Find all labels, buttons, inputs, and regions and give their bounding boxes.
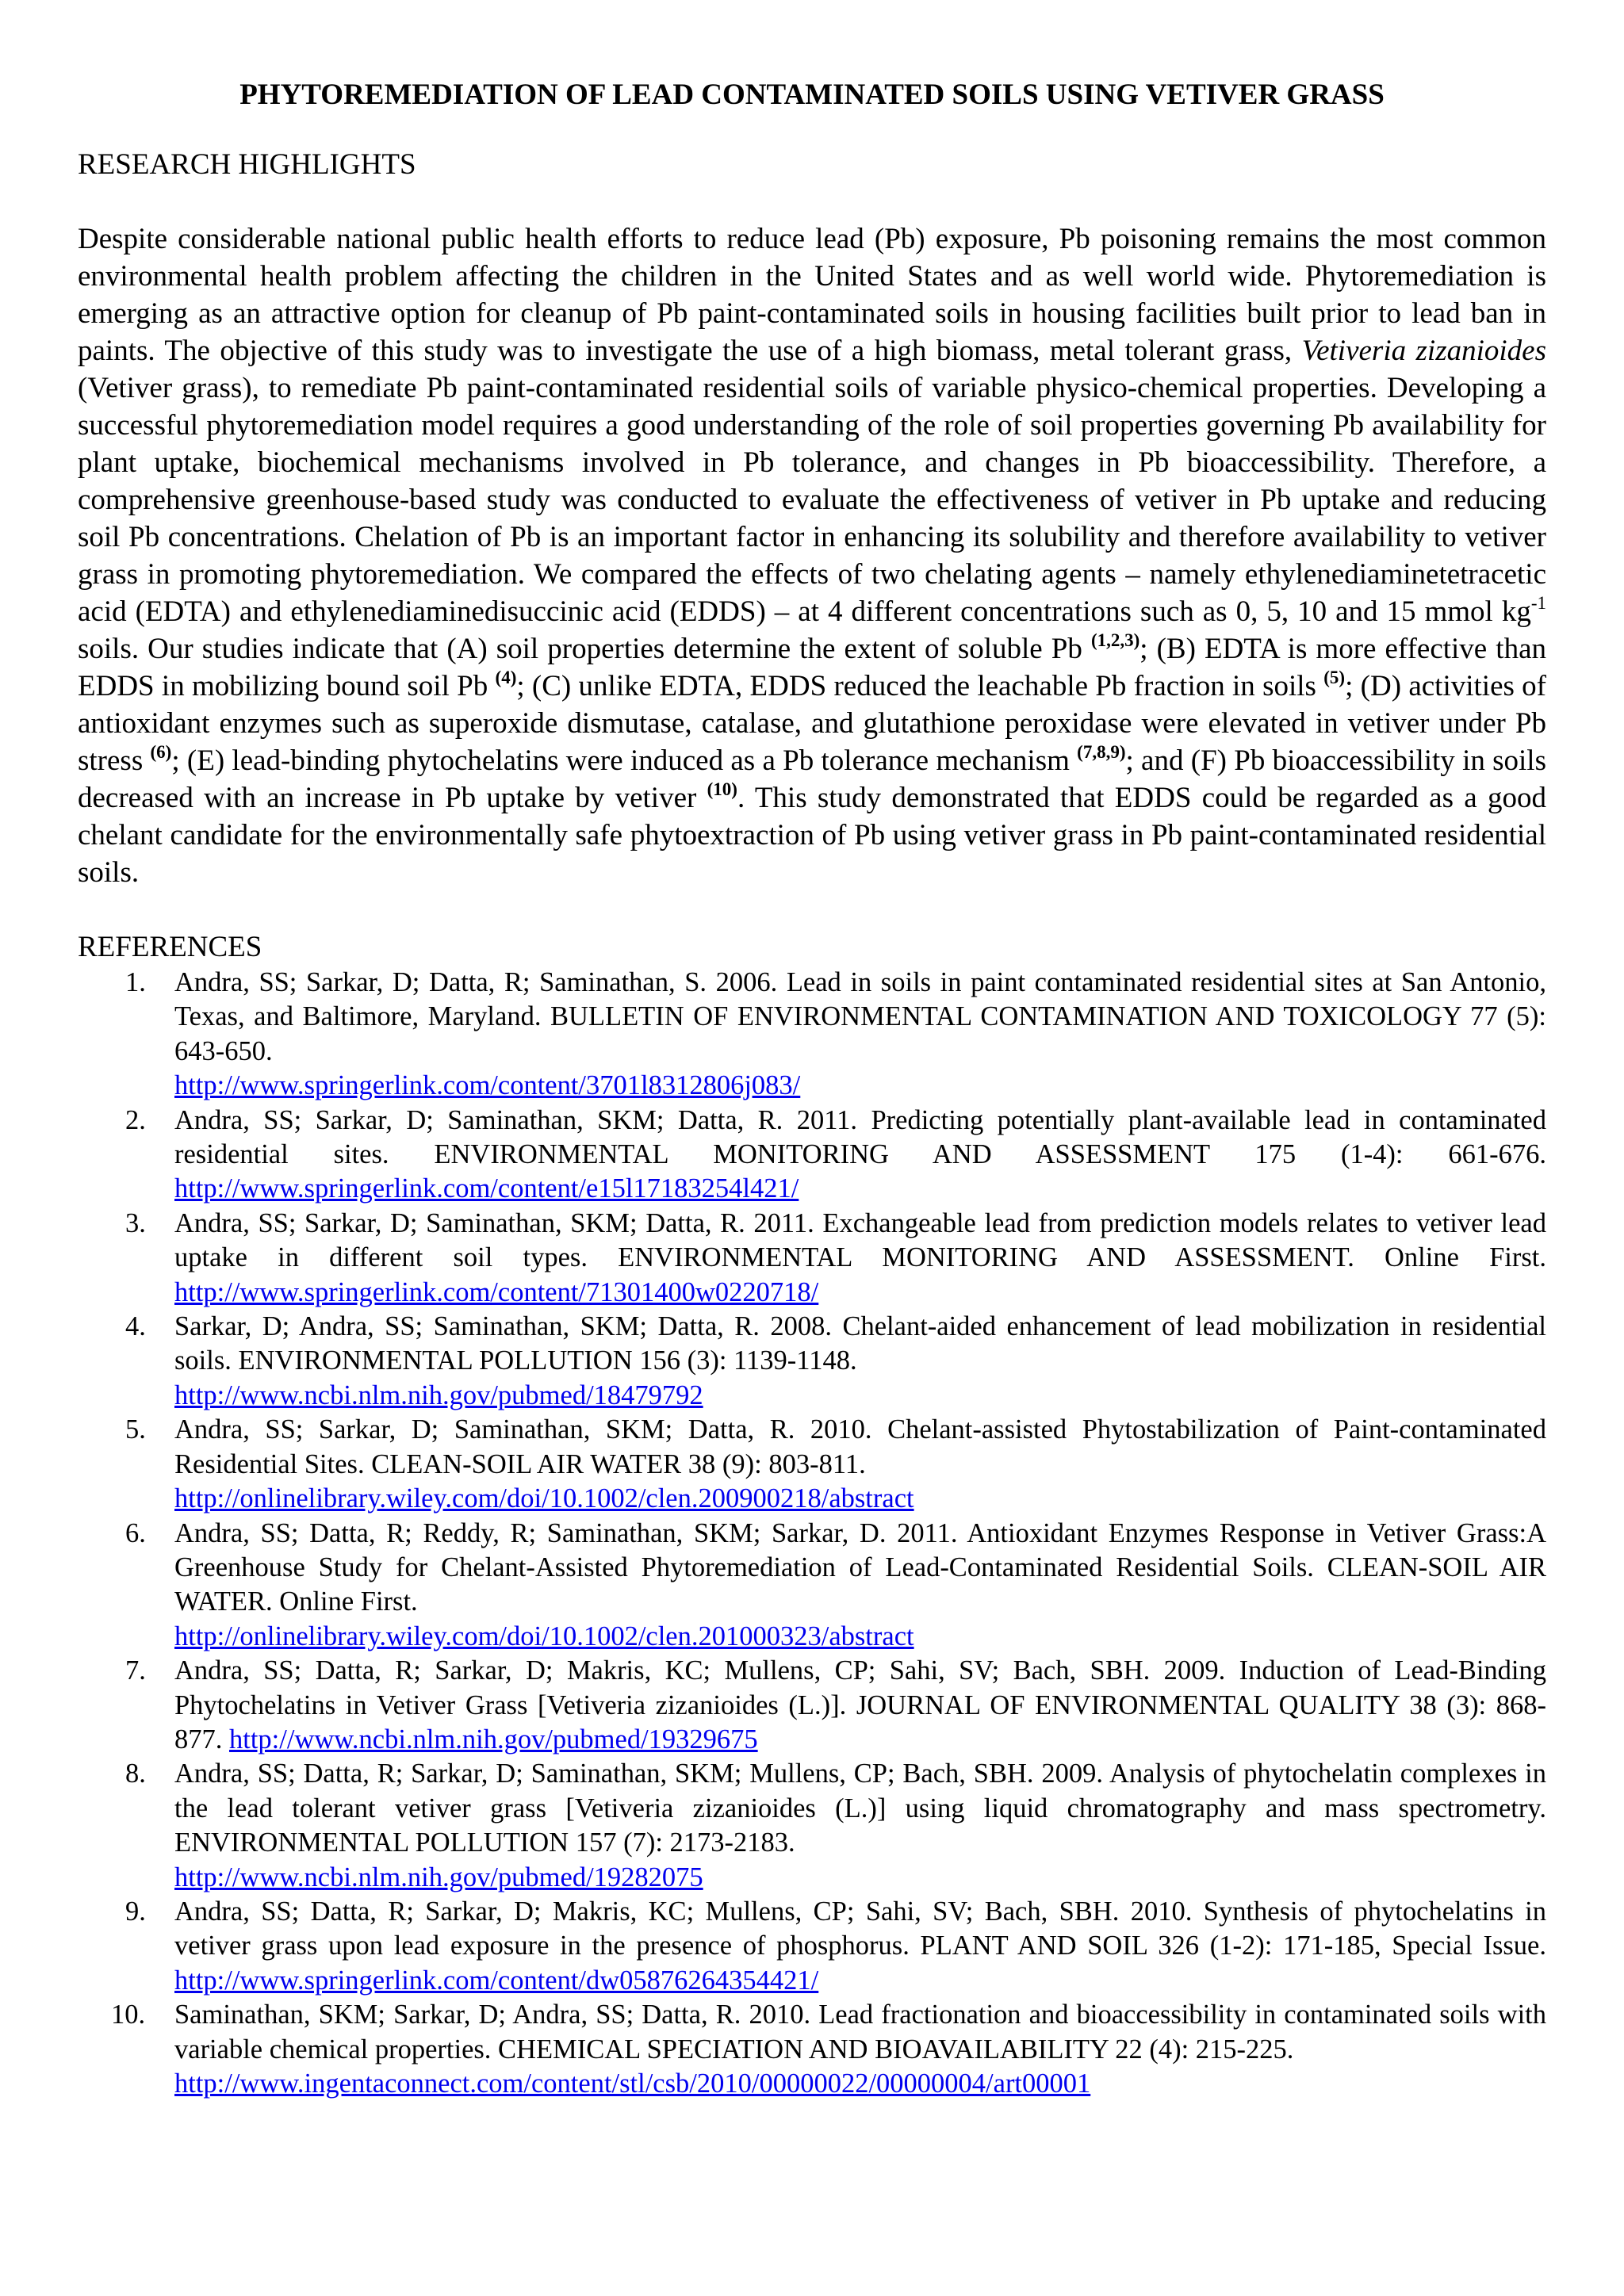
highlights-text: ; (B) EDTA is more effective than EDDS in mobilizing bound soil Pb (78, 633, 1546, 702)
reference-number: 6. (125, 1517, 146, 1548)
reference-text (174, 1654, 1546, 1757)
reference-citation: Saminathan, SKM; Sarkar, D; Andra, SS; Datta, R. 2010. Lead fractionation and bioaccessibility in contaminated soils with variable chemical properties. CHEMICAL SPECIATION AND BIOAVAILABILITY 22 (4): 215-225. (174, 1999, 1546, 2064)
reference-item (78, 1310, 1546, 1413)
reference-citation: Andra, SS; Sarkar, D; Saminathan, SKM; Datta, R. 2010. Chelant-assisted Phytostabilization of Paint-contaminated Residential Sites. CLEAN-SOIL AIR WATER 38 (9): 803-811. (174, 1414, 1546, 1479)
reference-item (78, 1104, 1546, 1207)
reference-link[interactable]: http://www.springerlink.com/content/e15l17183254l421/ (174, 1173, 799, 1204)
reference-citation: Andra, SS; Sarkar, D; Saminathan, SKM; Datta, R. 2011. Predicting potentially plant-available lead in contaminated residential sites. ENVIRONMENTAL MONITORING AND ASSESSMENT 175 (1-4): 661-676. (174, 1104, 1546, 1170)
reference-text (174, 1757, 1546, 1895)
reference-item (78, 1895, 1546, 1998)
reference-number: 9. (125, 1896, 146, 1927)
species-name: Vetiveria zizanioides (1301, 335, 1546, 367)
reference-text (174, 1998, 1546, 2101)
reference-item (78, 1757, 1546, 1895)
reference-number: 7. (125, 1655, 146, 1686)
reference-link[interactable]: http://www.springerlink.com/content/71301400w0220718/ (174, 1276, 819, 1307)
reference-number: 5. (125, 1414, 146, 1445)
reference-text (174, 1207, 1546, 1310)
reference-text (174, 1895, 1546, 1998)
highlights-text: ; and (F) Pb bioaccessibility in soils decreased with an increase in Pb uptake by vetiver (78, 744, 1546, 814)
reference-link[interactable]: http://www.springerlink.com/content/dw05876264354421/ (174, 1965, 819, 1996)
reference-link[interactable]: http://www.ncbi.nlm.nih.gov/pubmed/19329675 (229, 1724, 758, 1755)
reference-text (174, 1517, 1546, 1655)
highlights-text: soils. Our studies indicate that (A) soil properties determine the extent of soluble Pb (78, 633, 1091, 665)
citation-marker: (1,2,3) (1090, 630, 1140, 650)
reference-number: 3. (125, 1207, 146, 1238)
reference-citation: Sarkar, D; Andra, SS; Saminathan, SKM; Datta, R. 2008. Chelant-aided enhancement of lead mobilization in residential soils. ENVIRONMENTAL POLLUTION 156 (3): 1139-1148. (174, 1311, 1546, 1376)
paper-title: PHYTOREMEDIATION OF LEAD CONTAMINATED SOILS USING VETIVER GRASS (239, 78, 1385, 111)
reference-text (174, 966, 1546, 1104)
reference-link[interactable]: http://www.ncbi.nlm.nih.gov/pubmed/18479792 (174, 1380, 703, 1410)
reference-number: 1. (125, 967, 146, 997)
reference-link[interactable]: http://www.ncbi.nlm.nih.gov/pubmed/19282075 (174, 1862, 703, 1892)
reference-text (174, 1310, 1546, 1413)
citation-marker: (5) (1323, 668, 1346, 687)
highlights-text: ; (E) lead-binding phytochelatins were induced as a Pb tolerance mechanism (171, 744, 1078, 777)
reference-citation: Andra, SS; Sarkar, D; Saminathan, SKM; Datta, R. 2011. Exchangeable lead from prediction models relates to vetiver lead uptake in different soil types. ENVIRONMENTAL MONITORING AND ASSESSMENT. Online First. (174, 1207, 1546, 1273)
reference-text (174, 1413, 1546, 1516)
reference-citation: Andra, SS; Datta, R; Sarkar, D; Saminathan, SKM; Mullens, CP; Bach, SBH. 2009. Analysis of phytochelatin complexes in the lead tolerant vetiver grass [Vetiveria zizanioides (L.)] using liquid chromatography and mass spectrometry. ENVIRONMENTAL POLLUTION 157 (7): 2173-2183. (174, 1758, 1546, 1858)
reference-number: 10. (111, 1999, 146, 2030)
citation-marker: (6) (150, 742, 172, 762)
reference-list (78, 966, 1546, 2101)
reference-link[interactable]: http://www.ingentaconnect.com/content/stl/csb/2010/00000022/00000004/art00001 (174, 2068, 1091, 2099)
reference-item (78, 1654, 1546, 1757)
highlights-text: Despite considerable national public health efforts to reduce lead (Pb) exposure, Pb poisoning remains the most common environmental health problem affecting the children in the United States and as well world wide. Phytoremediation is emerging as an attractive option for cleanup of Pb paint-contaminated soils in housing facilities built prior to lead ban in paints. The objective of this study was to investigate the use of a high biomass, metal tolerant grass, (78, 223, 1546, 367)
reference-citation: Andra, SS; Datta, R; Sarkar, D; Makris, KC; Mullens, CP; Sahi, SV; Bach, SBH. 2010. Synthesis of phytochelatins in vetiver grass upon lead exposure in the presence of phosphorus. PLANT AND SOIL 326 (1-2): 171-185, Special Issue. (174, 1896, 1546, 1961)
reference-item (78, 1998, 1546, 2101)
reference-item (78, 1207, 1546, 1310)
reference-item (78, 1517, 1546, 1655)
highlights-text: ; (C) unlike EDTA, EDDS reduced the leachable Pb fraction in soils (516, 670, 1324, 702)
highlights-text: ; (D) activities of antioxidant enzymes such as superoxide dismutase, catalase, and glutathione peroxidase were elevated in vetiver under Pb stress (78, 670, 1547, 777)
highlights-text: (Vetiver grass), to remediate Pb paint-contaminated residential soils of variable physico-chemical properties. Developing a successful phytoremediation model requires a good understanding of the role of soil properties governing Pb availability for plant uptake, biochemical mechanisms involved in Pb tolerance, and changes in Pb bioaccessibility. Therefore, a comprehensive greenhouse-based study was conducted to evaluate the effectiveness of vetiver in Pb uptake and reducing soil Pb concentrations. Chelation of Pb is an important factor in enhancing its solubility and therefore availability to vetiver grass in promoting phytoremediation. We compared the effects of two chelating agents – namely ethylenediaminetetracetic acid (EDTA) and ethylenediaminedisuccinic acid (EDDS) – at 4 different concentrations such as 0, 5, 10 and 15 mmol kg (78, 372, 1546, 628)
references-heading: REFERENCES (78, 931, 262, 963)
unit-exponent: -1 (1530, 593, 1546, 613)
reference-citation: Andra, SS; Datta, R; Sarkar, D; Makris, KC; Mullens, CP; Sahi, SV; Bach, SBH. 2009. Induction of Lead-Binding Phytochelatins in Vetiver Grass [Vetiveria zizanioides (L.)]. JOURNAL OF ENVIRONMENTAL QUALITY 38 (3): 868-877. (174, 1655, 1546, 1755)
research-highlights-heading: RESEARCH HIGHLIGHTS (78, 148, 416, 181)
citation-marker: (7,8,9) (1077, 742, 1126, 762)
reference-citation: Andra, SS; Datta, R; Reddy, R; Saminathan, SKM; Sarkar, D. 2011. Antioxidant Enzymes Response in Vetiver Grass:A Greenhouse Study for Chelant-Assisted Phytoremediation of Lead-Contaminated Residential Soils. CLEAN-SOIL AIR WATER. Online First. (174, 1517, 1546, 1617)
citation-marker: (10) (707, 779, 737, 799)
reference-link[interactable]: http://onlinelibrary.wiley.com/doi/10.1002/clen.201000323/abstract (174, 1621, 914, 1651)
reference-link[interactable]: http://onlinelibrary.wiley.com/doi/10.1002/clen.200900218/abstract (174, 1483, 914, 1514)
highlights-text: . This study demonstrated that EDDS could be regarded as a good chelant candidate for the environmentally safe phytoextraction of Pb using vetiver grass in Pb paint-contaminated residential soils. (78, 782, 1546, 889)
citation-marker: (4) (495, 668, 517, 687)
reference-number: 4. (125, 1311, 146, 1342)
reference-item (78, 1413, 1546, 1516)
research-highlights-paragraph (78, 220, 1546, 891)
reference-item (78, 966, 1546, 1104)
reference-citation: Andra, SS; Sarkar, D; Datta, R; Saminathan, S. 2006. Lead in soils in paint contaminated residential sites at San Antonio, Texas, and Baltimore, Maryland. BULLETIN OF ENVIRONMENTAL CONTAMINATION AND TOXICOLOGY 77 (5): 643-650. (174, 967, 1546, 1066)
reference-link[interactable]: http://www.springerlink.com/content/3701l8312806j083/ (174, 1070, 801, 1101)
reference-number: 2. (125, 1104, 146, 1135)
reference-text (174, 1104, 1546, 1207)
reference-number: 8. (125, 1758, 146, 1789)
